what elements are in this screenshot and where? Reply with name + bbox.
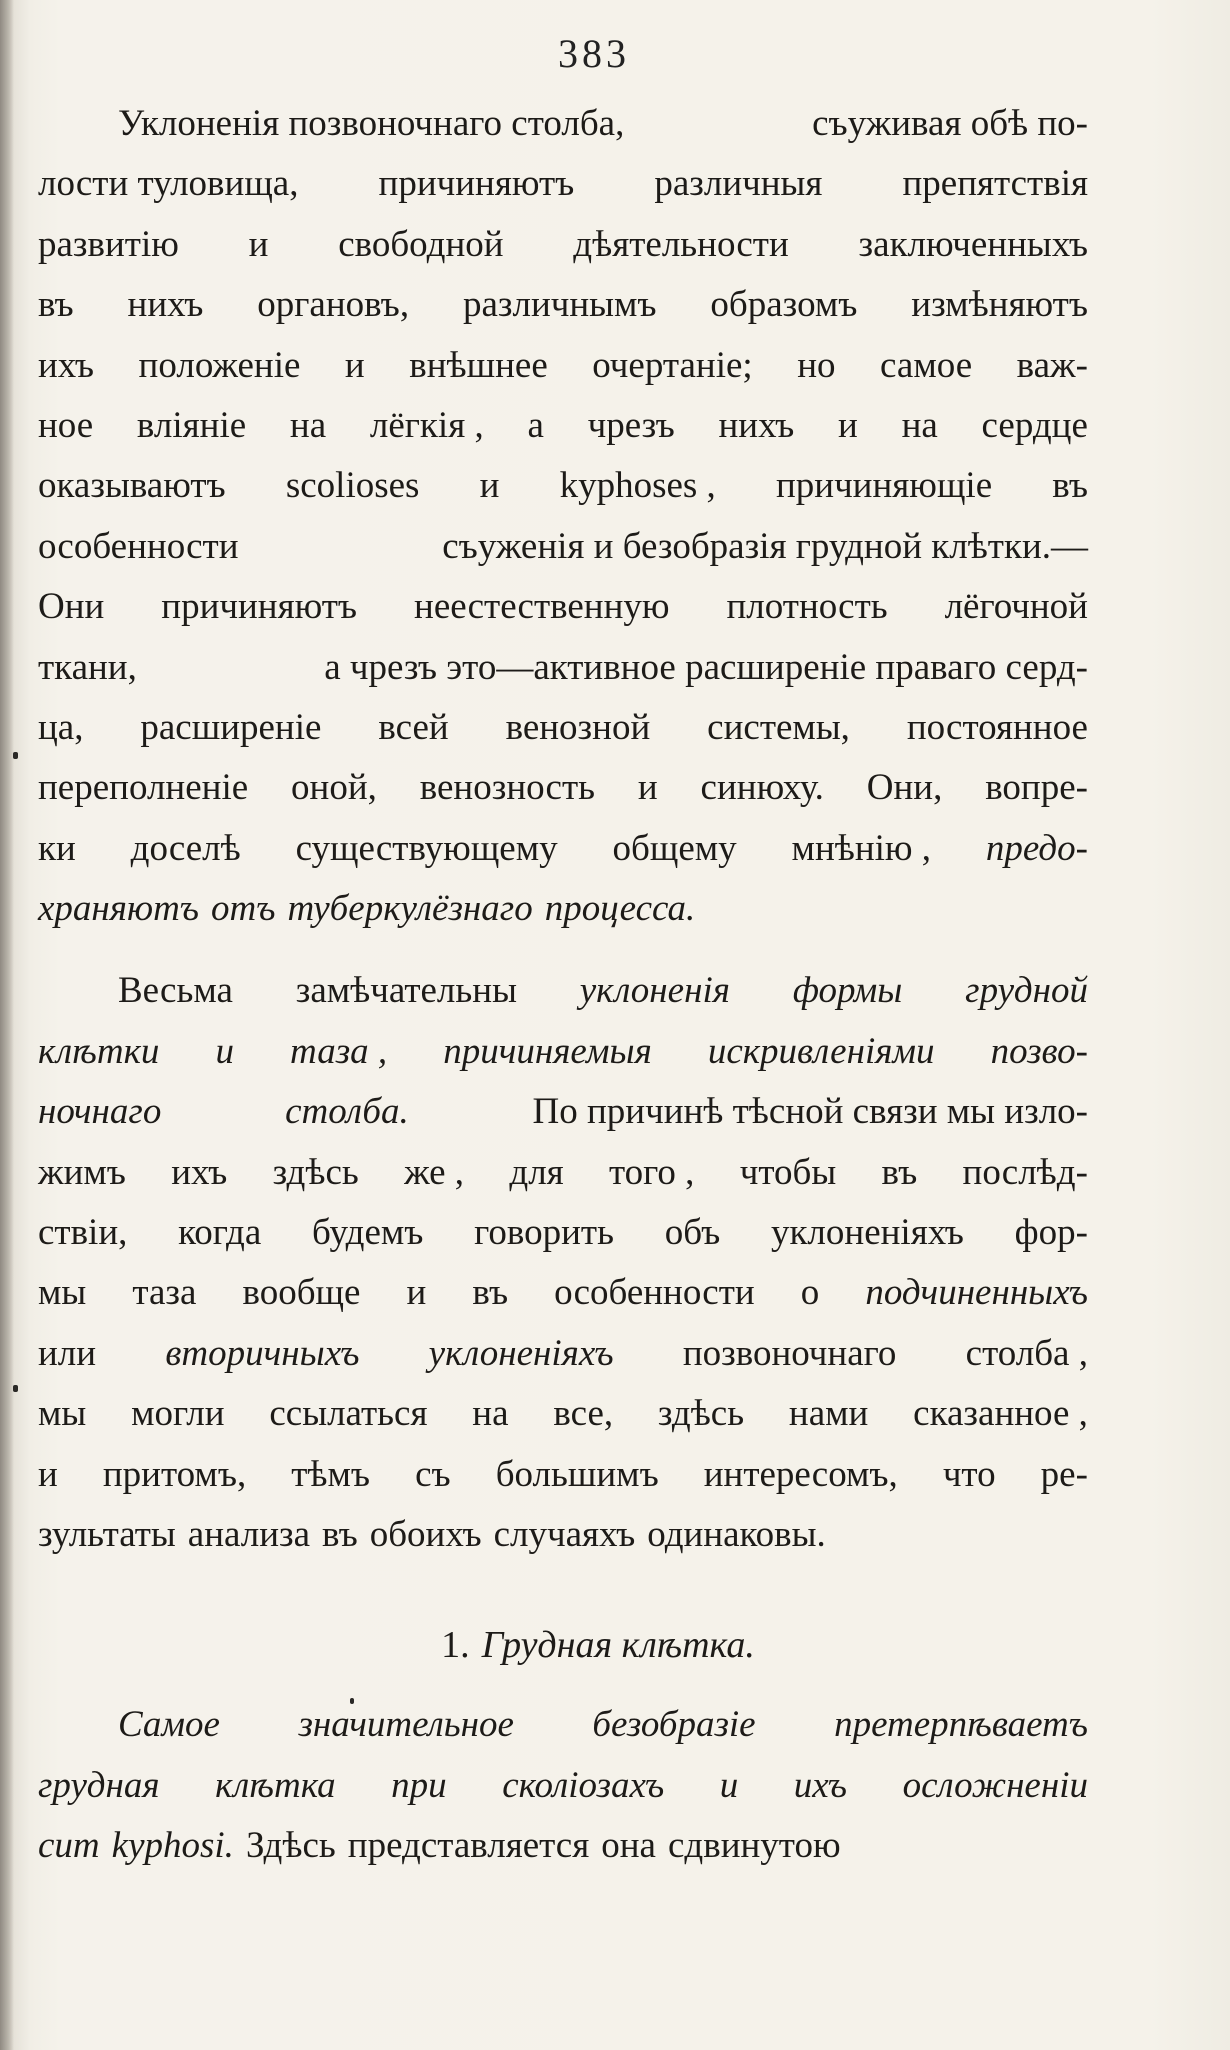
word: притомъ,	[102, 1453, 247, 1495]
text-line	[38, 638, 1088, 698]
word: и	[344, 344, 365, 386]
text-line	[38, 1816, 1088, 1876]
word: и	[38, 1453, 58, 1495]
word: чтобы	[739, 1151, 837, 1193]
word: kyphoses ,	[559, 465, 716, 507]
word: системы,	[707, 706, 850, 748]
word: мнѣнію ,	[791, 827, 932, 869]
word: очертаніе;	[592, 344, 753, 386]
word: объ	[664, 1212, 721, 1254]
word: туберкулёзнаго	[287, 888, 533, 930]
word: будемъ	[312, 1212, 424, 1254]
word: подчиненныхъ	[865, 1272, 1088, 1314]
word: синюху.	[700, 767, 824, 809]
word: лости туловища,	[38, 163, 299, 205]
text-line	[38, 1445, 1088, 1505]
word: и	[838, 404, 858, 446]
word: cum	[38, 1825, 100, 1867]
word: же ,	[404, 1151, 465, 1193]
word: органовъ,	[257, 284, 410, 326]
word: анализа	[187, 1513, 311, 1555]
word: различнымъ	[462, 284, 657, 326]
word: постоянное	[906, 706, 1088, 748]
word: развитію	[38, 223, 179, 265]
word: причиняютъ	[378, 163, 575, 205]
word: нами	[788, 1393, 869, 1435]
word: говорить	[474, 1212, 614, 1254]
word: причиняемыя	[443, 1030, 652, 1072]
word: о	[800, 1272, 820, 1314]
word: переполненіе	[38, 767, 249, 809]
word: того ,	[609, 1151, 695, 1193]
word: въ	[881, 1151, 918, 1193]
word: интересомъ,	[703, 1453, 898, 1495]
word: существующему	[295, 827, 558, 869]
word: Они,	[866, 767, 943, 809]
word: съ	[415, 1453, 451, 1495]
word: уклоненія	[579, 970, 730, 1012]
word: и	[215, 1030, 234, 1072]
word: процесса.	[544, 888, 696, 930]
word: претерпѣваетъ	[834, 1704, 1088, 1746]
word: уклоненіяхъ	[770, 1212, 964, 1254]
word: ночнаго	[38, 1091, 162, 1133]
word: ное	[38, 404, 94, 446]
word: вліяніе	[136, 404, 247, 446]
word: безобразіе	[592, 1704, 756, 1746]
page-number: 383	[558, 31, 630, 76]
word: съуживая обѣ по-	[812, 103, 1088, 144]
text-line	[38, 275, 1088, 335]
word: предо-	[985, 827, 1088, 869]
word: все,	[553, 1393, 614, 1435]
word: позво-	[990, 1030, 1088, 1072]
word: мы	[38, 1272, 87, 1314]
word: здѣсь	[657, 1393, 745, 1435]
word: когда	[178, 1212, 262, 1254]
word: грудной	[965, 970, 1088, 1012]
word: сердце	[981, 404, 1088, 446]
word: представляется	[347, 1825, 590, 1867]
word: значительное	[298, 1704, 514, 1746]
word: заключенныхъ	[858, 223, 1088, 265]
paragraph-3	[38, 1695, 1088, 1876]
word: искривленіями	[707, 1030, 935, 1072]
word: для	[509, 1151, 564, 1193]
word: особенности	[38, 525, 239, 567]
word: а	[527, 404, 544, 446]
word: сколіозахъ	[502, 1764, 665, 1806]
word: ткани,	[38, 646, 137, 688]
text-block	[38, 28, 1088, 1877]
word: таза	[132, 1272, 197, 1314]
section-heading	[38, 1615, 1088, 1675]
word: грудная	[38, 1764, 160, 1806]
word: измѣняютъ	[911, 284, 1088, 326]
word: жимъ	[38, 1151, 126, 1193]
word: ствіи,	[38, 1212, 128, 1254]
word: ихъ	[793, 1764, 848, 1806]
word: причиняютъ	[161, 586, 358, 628]
text-line	[38, 961, 1088, 1021]
text-line	[38, 698, 1088, 758]
word: и	[637, 767, 658, 809]
word: Весьма	[118, 970, 233, 1012]
word: столба ,	[965, 1332, 1088, 1374]
word: и	[719, 1764, 739, 1806]
text-line	[38, 154, 1088, 214]
word: случаяхъ	[493, 1513, 636, 1555]
word: ки	[38, 827, 76, 869]
word: въ	[38, 284, 74, 326]
word: въ	[472, 1272, 509, 1314]
text-line	[38, 336, 1088, 396]
ink-speck	[13, 752, 18, 759]
word: особенности	[554, 1272, 755, 1314]
word: вторичныхъ	[165, 1332, 360, 1374]
word: вопре-	[985, 767, 1088, 809]
word: или	[38, 1332, 97, 1374]
word: клѣтки	[38, 1030, 160, 1072]
word: расширеніе	[140, 706, 322, 748]
text-line	[38, 94, 1088, 154]
ink-speck	[13, 1385, 18, 1392]
section-title: Грудная клѣтка.	[481, 1624, 755, 1667]
text-line	[38, 1324, 1088, 1384]
page-spine-shadow	[0, 0, 14, 2050]
word: ихъ	[38, 344, 95, 386]
word: на	[289, 404, 327, 446]
word: обоихъ	[369, 1513, 482, 1555]
word: чрезъ	[587, 404, 675, 446]
word: дѣятельности	[573, 223, 789, 265]
text-line	[38, 456, 1088, 516]
text-line	[38, 1143, 1088, 1203]
text-line	[38, 1263, 1088, 1323]
word: въ	[1052, 465, 1088, 507]
word: а чрезъ это—активное расширеніе праваго серд-	[324, 646, 1088, 688]
word: таза ,	[290, 1030, 388, 1072]
text-line	[38, 396, 1088, 456]
word: различныя	[654, 163, 823, 205]
word: могли	[131, 1393, 225, 1435]
word: фор-	[1014, 1212, 1088, 1254]
word: въ	[322, 1513, 358, 1555]
paragraph-1	[38, 94, 1088, 939]
section-number: 1.	[441, 1624, 470, 1667]
word: самое	[880, 344, 973, 386]
text-line	[38, 517, 1088, 577]
word: лёгкія ,	[369, 404, 484, 446]
text-line	[38, 1022, 1088, 1082]
word: ссылаться	[269, 1393, 428, 1435]
word: оказываютъ	[38, 465, 226, 507]
word: формы	[792, 970, 903, 1012]
text-line	[38, 1082, 1088, 1142]
word: на	[472, 1393, 509, 1435]
word: Здѣсь	[245, 1825, 336, 1867]
word: послѣд-	[962, 1151, 1088, 1193]
word: венозной	[505, 706, 651, 748]
text-line	[38, 215, 1088, 275]
word: Они	[38, 586, 105, 628]
word: большимъ	[495, 1453, 659, 1495]
word: храняютъ	[38, 888, 199, 930]
word: лёгочной	[944, 586, 1088, 628]
paragraph-2	[38, 961, 1088, 1565]
ink-speck	[350, 1698, 354, 1704]
word: мы	[38, 1393, 87, 1435]
text-line	[38, 1505, 1088, 1565]
word: позвоночнаго	[682, 1332, 897, 1374]
text-line	[38, 1695, 1088, 1755]
word: клѣтка	[215, 1764, 336, 1806]
word: на	[901, 404, 938, 446]
word: Уклоненія позвоночнаго столба,	[118, 103, 625, 144]
word: оной,	[291, 767, 377, 809]
word: что	[942, 1453, 996, 1495]
word: и	[479, 465, 500, 507]
text-line	[38, 1203, 1088, 1263]
word: и	[248, 223, 269, 265]
word: ца,	[38, 706, 84, 748]
word: образомъ	[710, 284, 858, 326]
word: ихъ	[171, 1151, 228, 1193]
word: тѣмъ	[291, 1453, 371, 1495]
word: kyphosi.	[111, 1825, 234, 1867]
text-line	[38, 1756, 1088, 1816]
text-line	[38, 819, 1088, 879]
word: положеніе	[138, 344, 301, 386]
word: важ-	[1016, 344, 1088, 386]
word: сдвинутою	[667, 1825, 841, 1867]
word: она	[601, 1825, 656, 1867]
word: здѣсь	[272, 1151, 359, 1193]
text-line	[38, 879, 1088, 939]
word: всей	[378, 706, 449, 748]
word: зультаты	[38, 1513, 176, 1555]
word: и	[406, 1272, 427, 1314]
word: общему	[612, 827, 737, 869]
word: но	[797, 344, 836, 386]
word: вообще	[242, 1272, 361, 1314]
word: столба.	[285, 1091, 409, 1133]
word: По причинѣ тѣсной связи мы изло-	[532, 1091, 1088, 1133]
word: scolioses	[285, 465, 420, 507]
word: препятствія	[902, 163, 1088, 205]
word: нихъ	[127, 284, 204, 326]
text-line	[38, 577, 1088, 637]
word: осложненіи	[902, 1764, 1088, 1806]
text-line	[38, 758, 1088, 818]
word: замѣчательны	[295, 970, 517, 1012]
word: свободной	[338, 223, 504, 265]
word: нихъ	[718, 404, 795, 446]
word: доселѣ	[130, 827, 241, 869]
word: ре-	[1040, 1453, 1088, 1495]
word: венозность	[419, 767, 596, 809]
word: одинаковы.	[647, 1513, 826, 1555]
text-line	[38, 1384, 1088, 1444]
word: плотность	[726, 586, 888, 628]
word: отъ	[211, 888, 276, 930]
word: внѣшнее	[409, 344, 548, 386]
word: неестественную	[414, 586, 670, 628]
word: при	[391, 1764, 447, 1806]
word: Самое	[118, 1704, 220, 1746]
word: причиняющіе	[775, 465, 993, 507]
word: съуженія и безобразія грудной клѣтки.—	[442, 525, 1088, 567]
word: сказанное ,	[913, 1393, 1088, 1435]
word: уклоненіяхъ	[428, 1332, 614, 1374]
